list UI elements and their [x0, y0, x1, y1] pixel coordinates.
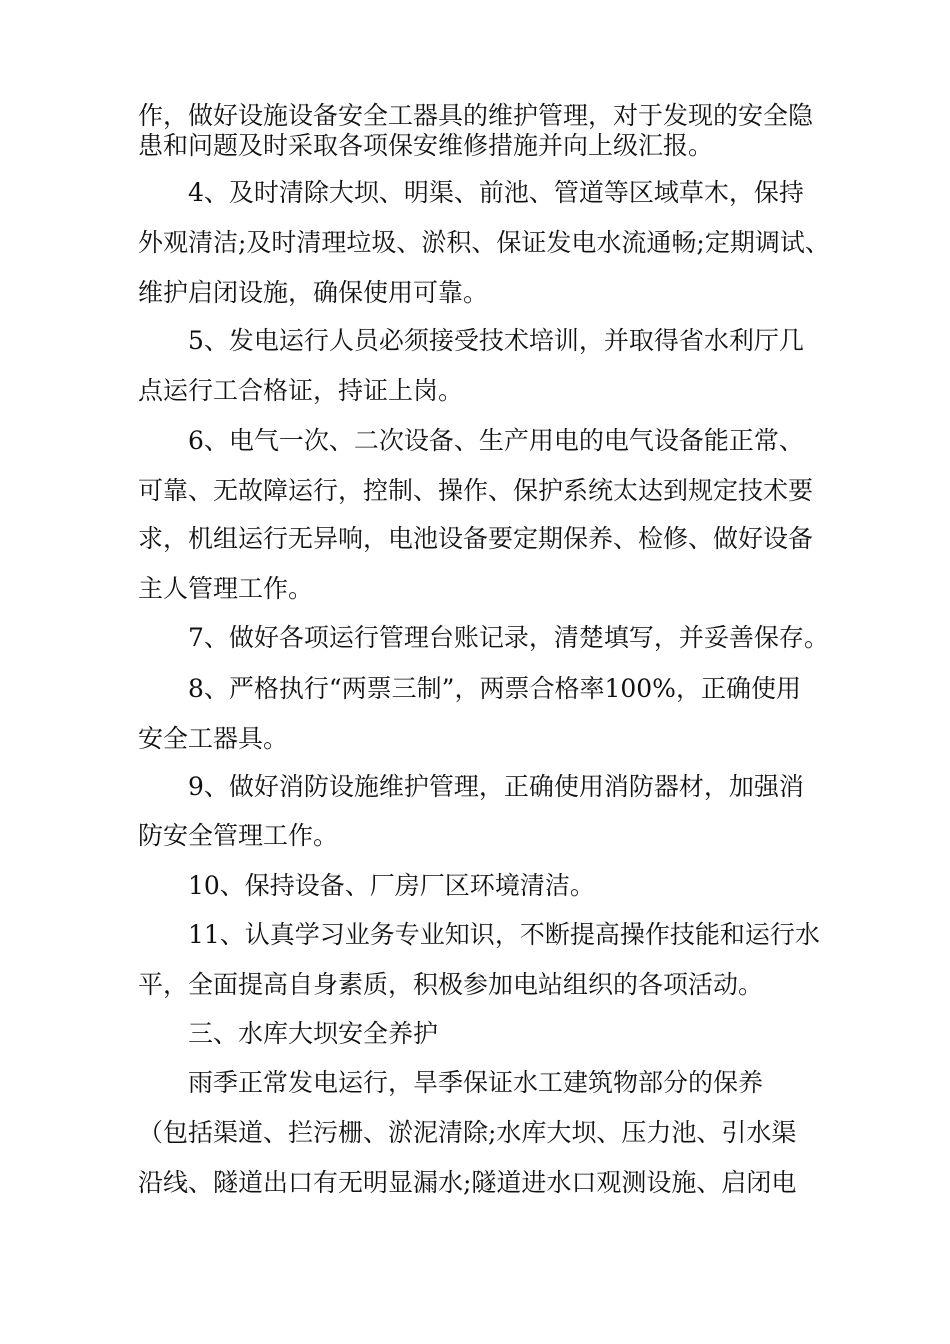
paragraph-4-line: 4、及时清除大坝、明渠、前池、管道等区域草木，保持: [188, 178, 804, 207]
text-line: （包括渠道、拦污栅、淤泥清除;水库大坝、压力池、引水渠: [138, 1118, 797, 1147]
paragraph-10-line: 10、保持设备、厂房厂区环境清洁。: [188, 871, 595, 900]
text-line: 维护启闭设施，确保使用可靠。: [138, 278, 489, 307]
text-line: 可靠、无故障运行，控制、操作、保护系统太达到规定技术要: [138, 476, 814, 505]
paragraph-5-line: 5、发电运行人员必须接受技术培训，并取得省水利厅几: [188, 326, 804, 355]
text-line: 沿线、隧道出口有无明显漏水;隧道进水口观测设施、启闭电: [138, 1168, 797, 1197]
paragraph-line: 雨季正常发电运行，旱季保证水工建筑物部分的保养: [188, 1068, 764, 1097]
section-heading: 三、水库大坝安全养护: [188, 1019, 439, 1048]
paragraph-6-line: 6、电气一次、二次设备、生产用电的电气设备能正常、: [188, 426, 804, 455]
paragraph-7-line: 7、做好各项运行管理台账记录，清楚填写，并妥善保存。: [188, 623, 829, 652]
text-line: 平，全面提高自身素质，积极参加电站组织的各项活动。: [138, 970, 764, 999]
text-line: 安全工器具。: [138, 724, 289, 753]
text-line: 外观清洁;及时清理垃圾、淤积、保证发电水流通畅;定期调试、: [138, 228, 830, 257]
text-line: 防安全管理工作。: [138, 821, 339, 850]
paragraph-11-line: 11、认真学习业务专业知识，不断提高操作技能和运行水: [188, 920, 820, 949]
text-line: 求，机组运行无异响，电池设备要定期保养、检修、做好设备: [138, 524, 814, 553]
text-line: 患和问题及时采取各项保安维修措施并向上级汇报。: [138, 131, 714, 160]
paragraph-8-line: 8、严格执行“两票三制”，两票合格率100%，正确使用: [188, 674, 801, 703]
text-line: 主人管理工作。: [138, 574, 314, 603]
text-line: 点运行工合格证，持证上岗。: [138, 376, 464, 405]
paragraph-9-line: 9、做好消防设施维护管理，正确使用消防器材，加强消: [188, 772, 804, 801]
text-line: 作，做好设施设备安全工器具的维护管理，对于发现的安全隐: [138, 101, 814, 130]
